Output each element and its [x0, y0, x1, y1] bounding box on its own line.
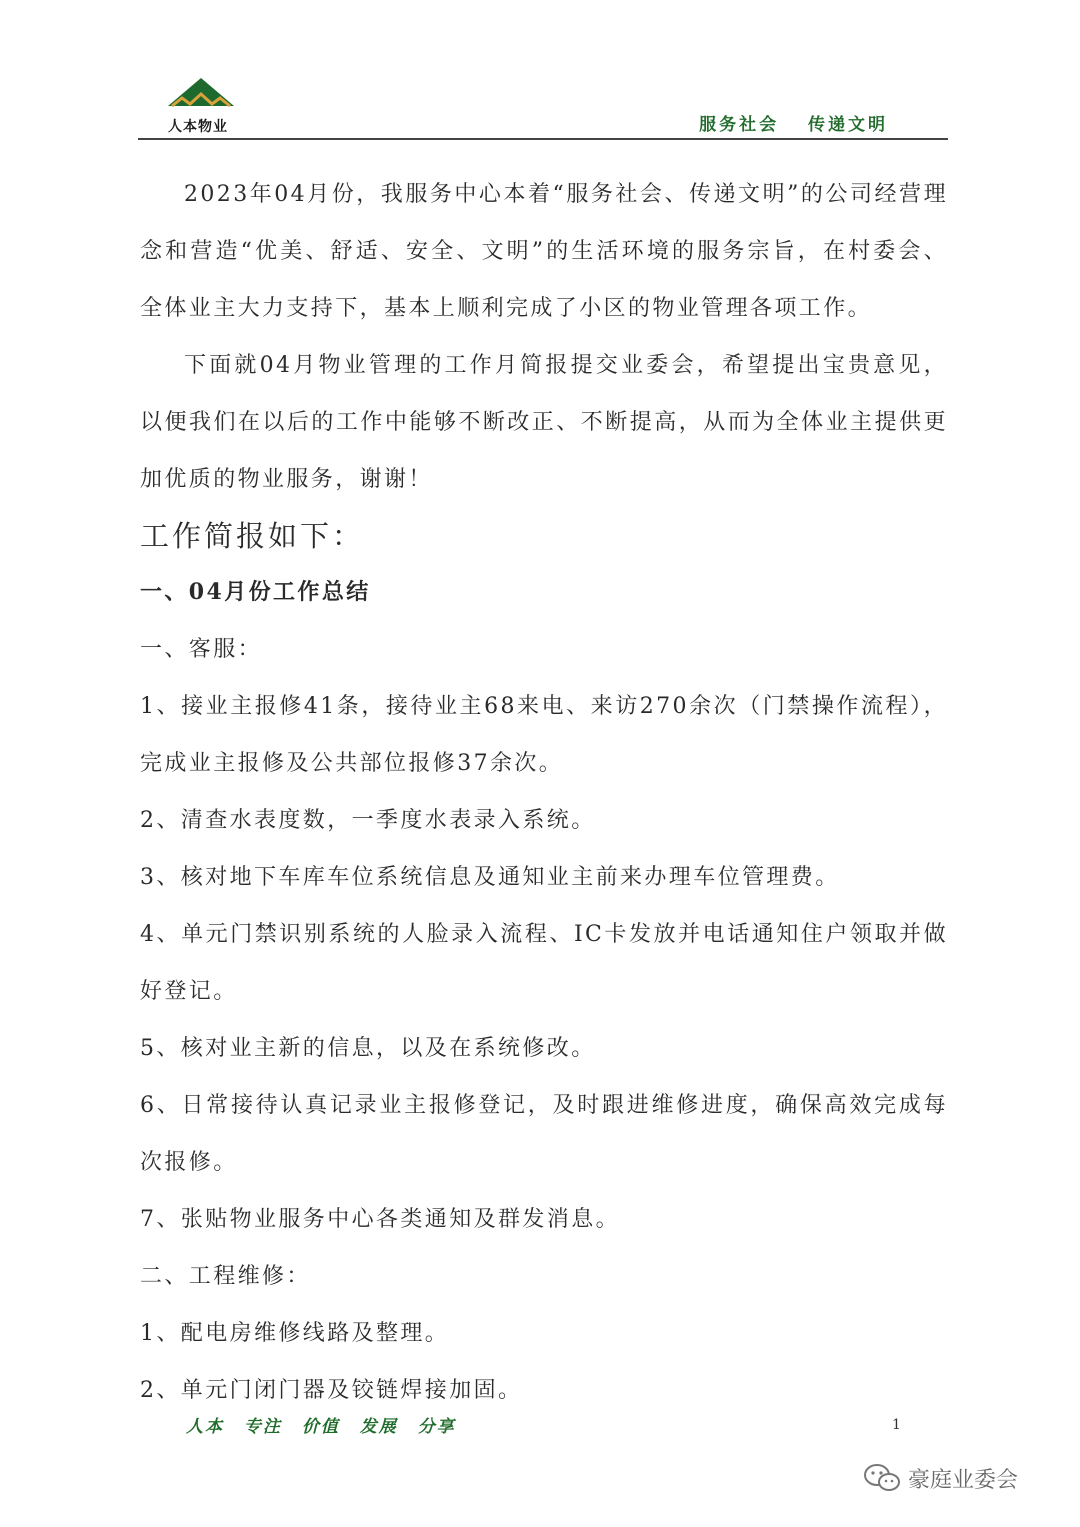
header-slogan	[679, 110, 888, 135]
company-logo	[166, 76, 236, 136]
summary-heading: 一、04月份工作总结	[140, 579, 371, 605]
list-item: 2、单元门闭门器及铰链焊接加固。	[140, 1378, 523, 1403]
list-item: 7、张贴物业服务中心各类通知及群发消息。	[140, 1207, 620, 1232]
slogan-part: 服务社会	[699, 115, 780, 135]
list-item: 1、接业主报修41条，接待业主68来电、来访270余次（门禁操作流程），完成业主报修及公共部位报修37余次。	[140, 694, 948, 776]
mountain-logo-icon	[166, 76, 236, 116]
motto-word: 人本	[186, 1417, 224, 1437]
report-heading: 工作简报如下：	[140, 519, 365, 553]
list-item: 5、核对业主新的信息，以及在系统修改。	[140, 1036, 596, 1061]
section-title: 二、工程维修：	[140, 1264, 311, 1289]
motto-word: 分享	[417, 1417, 456, 1437]
page-number: 1	[892, 1417, 901, 1433]
list-item: 6、日常接待认真记录业主报修登记，及时跟进维修进度，确保高效完成每次报修。	[140, 1093, 948, 1175]
section-title: 一、客服：	[140, 637, 263, 662]
motto-word: 发展	[359, 1417, 398, 1437]
list-item: 3、核对地下车库车位系统信息及通知业主前来办理车位管理费。	[140, 865, 840, 890]
logo-text: 人本物业	[168, 119, 228, 135]
motto-word: 专注	[243, 1417, 282, 1437]
wechat-icon	[862, 1462, 902, 1494]
document-body	[140, 166, 948, 1419]
watermark	[862, 1462, 1018, 1494]
page-header	[138, 70, 948, 140]
watermark-text: 豪庭业委会	[908, 1467, 1019, 1493]
slogan-part: 传递文明	[808, 115, 888, 135]
list-item: 1、配电房维修线路及整理。	[140, 1321, 450, 1346]
footer-motto	[186, 1412, 468, 1437]
list-item: 4、单元门禁识别系统的人脸录入流程、IC卡发放并电话通知住户领取并做好登记。	[140, 922, 948, 1004]
list-item: 2、清查水表度数，一季度水表录入系统。	[140, 808, 596, 833]
motto-word: 价值	[301, 1417, 340, 1437]
intro-paragraph: 2023年04月份，我服务中心本着“服务社会、传递文明”的公司经营理念和营造“优美、舒适、安全、文明”的生活环境的服务宗旨，在村委会、全体业主大力支持下，基本上顺利完成了小区的物业管理各项工作。	[140, 182, 948, 321]
intro-paragraph: 下面就04月物业管理的工作月简报提交业委会，希望提出宝贵意见，以便我们在以后的工作中能够不断改正、不断提高，从而为全体业主提供更加优质的物业服务，谢谢！	[140, 353, 948, 492]
